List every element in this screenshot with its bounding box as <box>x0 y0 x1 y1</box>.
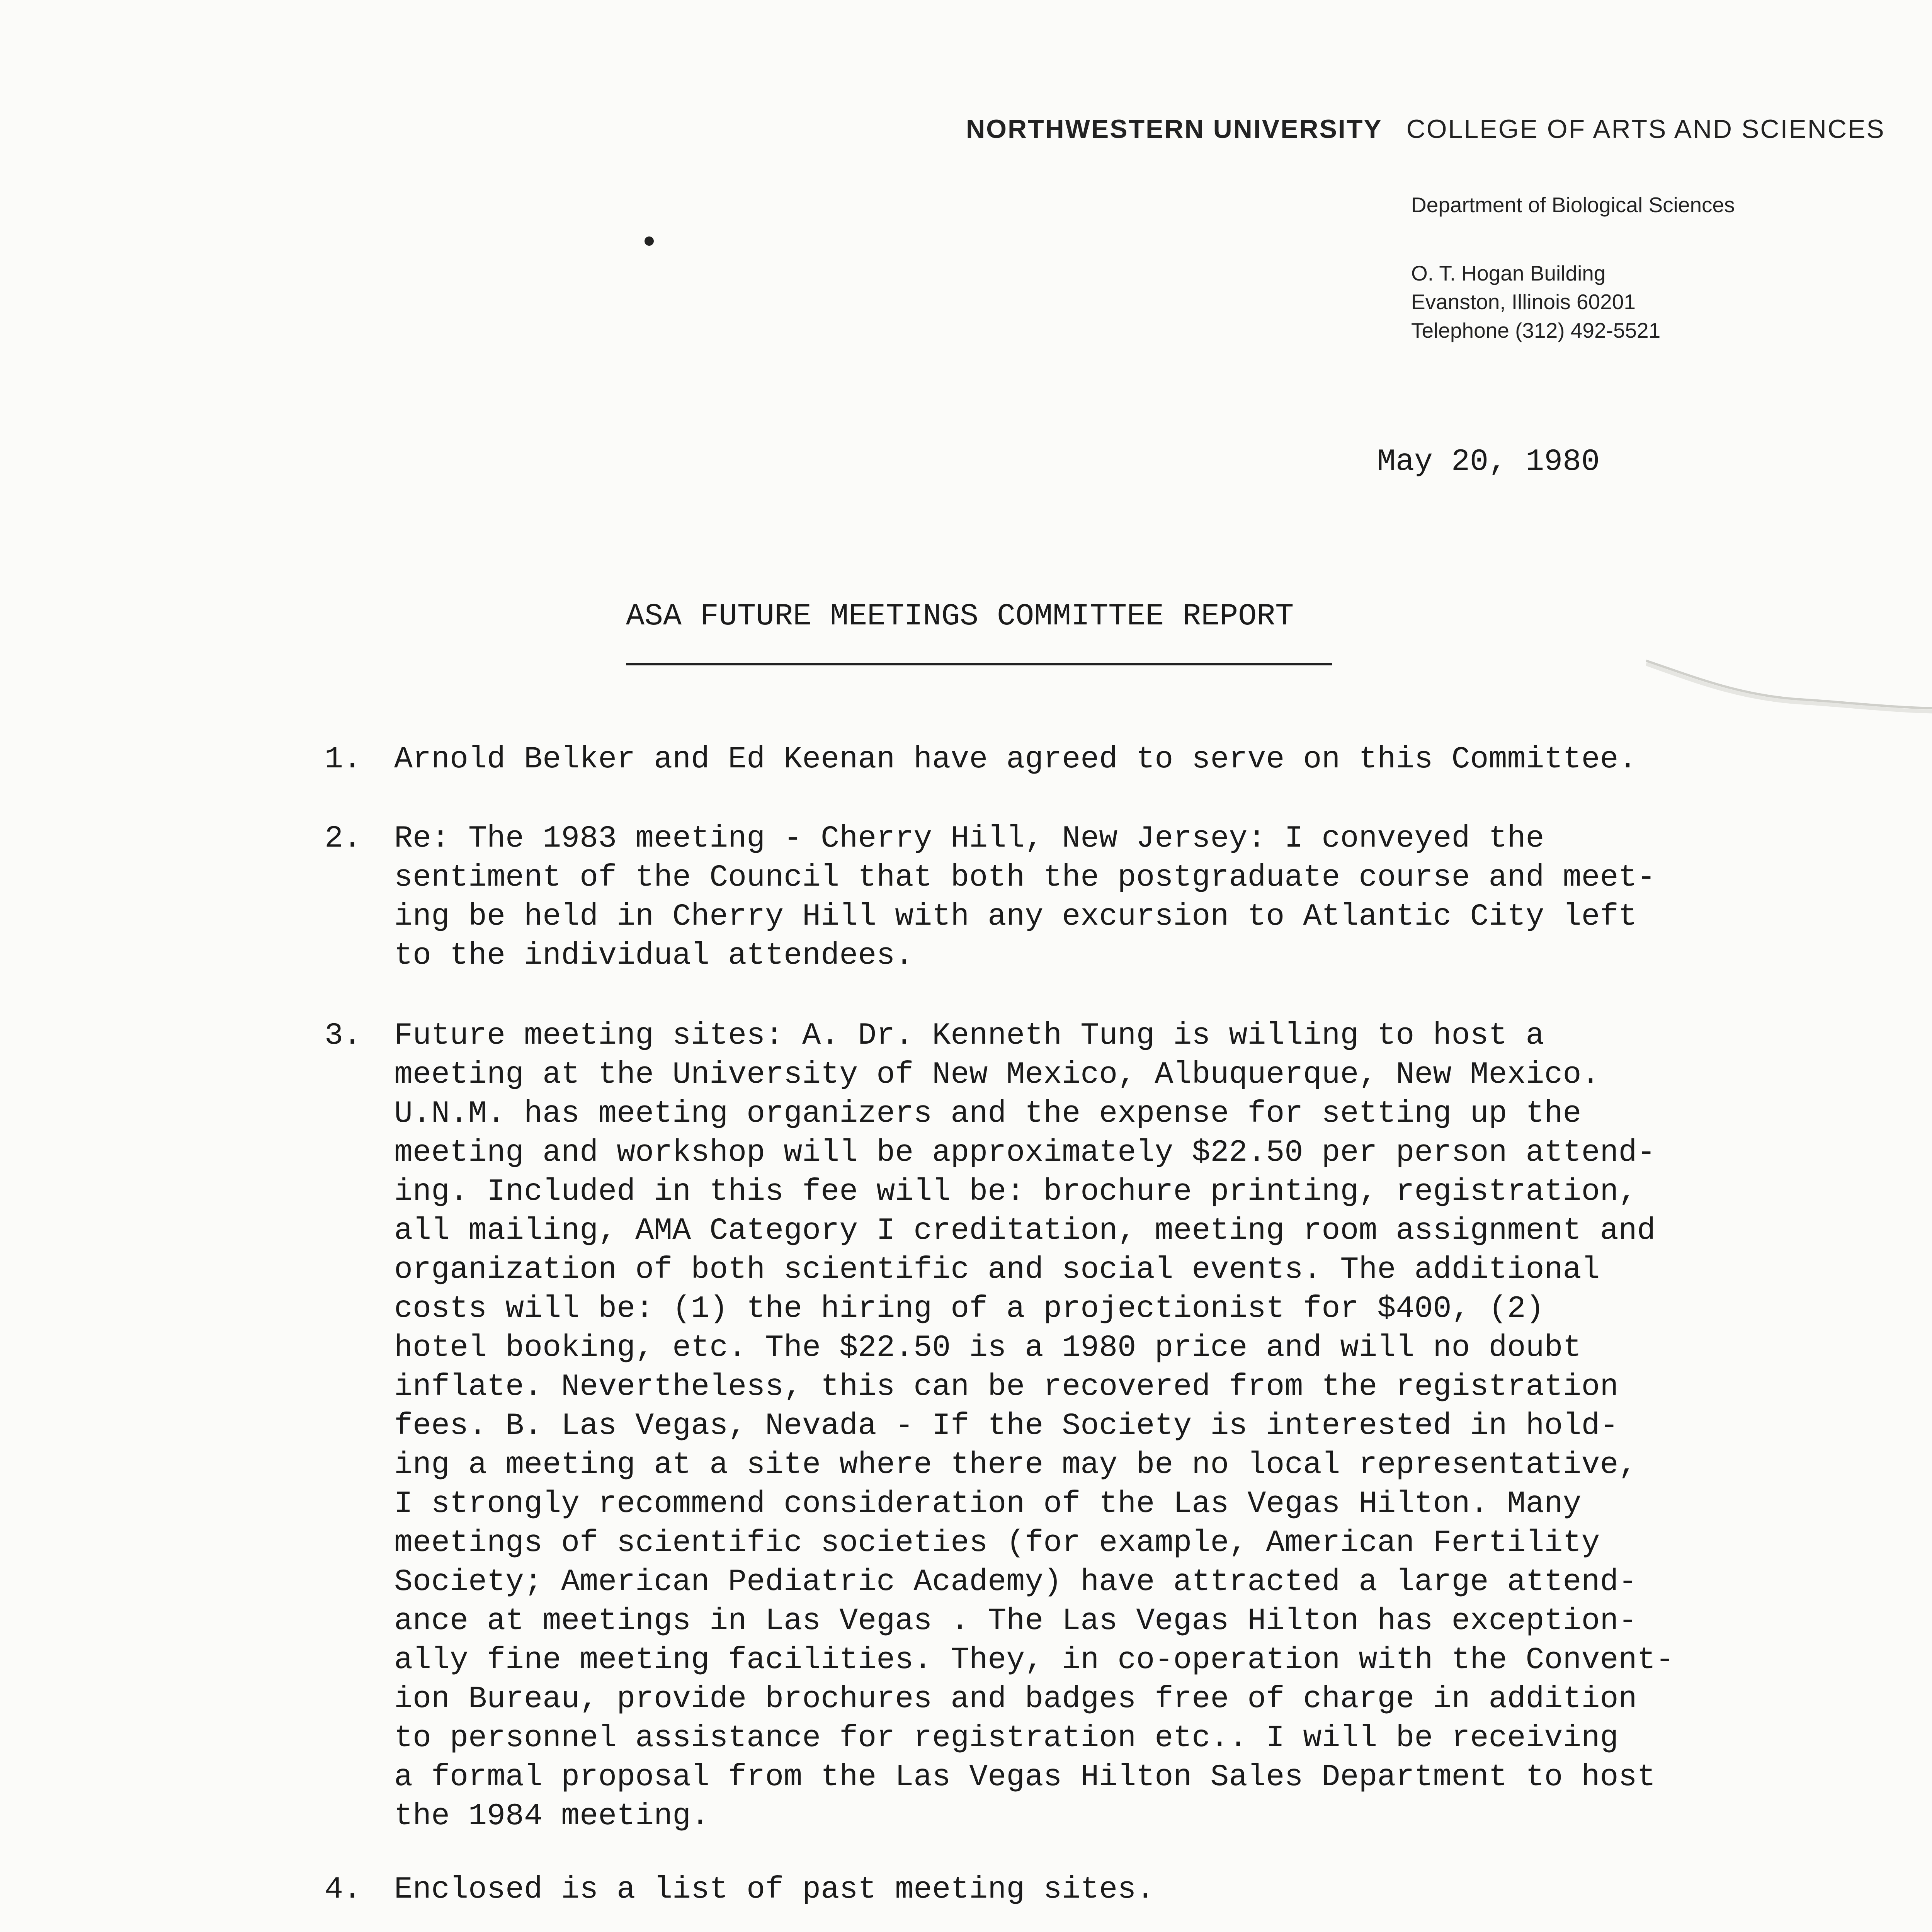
text-line: hotel booking, etc. The $22.50 is a 1980 price and will no doubt <box>394 1330 1582 1366</box>
text-line: Re: The 1983 meeting - Cherry Hill, New Jersey: I conveyed the <box>394 821 1544 856</box>
title-underline <box>626 663 1332 665</box>
text-line: Arnold Belker and Ed Keenan have agreed to serve on this Committee. <box>394 742 1637 777</box>
text-line: meetings of scientific societies (for example, American Fertility <box>394 1526 1600 1561</box>
text-line: meeting at the University of New Mexico, Albuquerque, New Mexico. <box>394 1057 1600 1092</box>
text-line: ing be held in Cherry Hill with any excursion to Atlantic City left <box>394 899 1637 934</box>
item-text <box>394 1016 1785 1836</box>
text-line: sentiment of the Council that both the postgraduate course and meet- <box>394 860 1656 895</box>
stray-mark <box>645 236 654 246</box>
address-line: Telephone (312) 492-5521 <box>1411 318 1661 342</box>
item-number: 2. <box>325 821 362 856</box>
text-line: to the individual attendees. <box>394 938 914 973</box>
text-line: ance at meetings in Las Vegas . The Las Vegas Hilton has exception- <box>394 1604 1637 1639</box>
letterhead-university: NORTHWESTERN UNIVERSITY <box>966 114 1383 144</box>
text-line: Enclosed is a list of past meeting sites. <box>394 1872 1155 1907</box>
letterhead-college: COLLEGE OF ARTS AND SCIENCES <box>1406 114 1885 144</box>
item-number: 4. <box>325 1872 362 1907</box>
address-line: O. T. Hogan Building <box>1411 261 1606 285</box>
text-line: meeting and workshop will be approximately $22.50 per person attend- <box>394 1135 1656 1170</box>
report-title: ASA FUTURE MEETINGS COMMITTEE REPORT <box>626 599 1294 634</box>
item-text <box>394 1870 1785 1909</box>
text-line: to personnel assistance for registration etc.. I will be receiving <box>394 1721 1619 1756</box>
item-text <box>394 740 1785 779</box>
text-line: Future meeting sites: A. Dr. Kenneth Tung is willing to host a <box>394 1018 1544 1053</box>
text-line: U.N.M. has meeting organizers and the expense for setting up the <box>394 1096 1582 1131</box>
text-line: organization of both scientific and social events. The additional <box>394 1252 1600 1287</box>
text-line: all mailing, AMA Category I creditation, meeting room assignment and <box>394 1213 1656 1248</box>
text-line: costs will be: (1) the hiring of a projectionist for $400, (2) <box>394 1291 1544 1327</box>
text-line: Society; American Pediatric Academy) have attracted a large attend- <box>394 1565 1637 1600</box>
text-line: I strongly recommend consideration of the Las Vegas Hilton. Many <box>394 1486 1582 1522</box>
letterhead-organization <box>966 114 1893 144</box>
text-line: ing. Included in this fee will be: brochure printing, registration, <box>394 1174 1637 1209</box>
text-line: ion Bureau, provide brochures and badges free of charge in addition <box>394 1682 1637 1717</box>
text-line: a formal proposal from the Las Vegas Hilton Sales Department to host <box>394 1760 1656 1795</box>
text-line: inflate. Nevertheless, this can be recovered from the registration <box>394 1369 1619 1405</box>
item-number: 3. <box>325 1018 362 1053</box>
letterhead-department: Department of Biological Sciences <box>1411 193 1735 217</box>
item-number: 1. <box>325 742 362 777</box>
address-line: Evanston, Illinois 60201 <box>1411 290 1636 314</box>
letterhead-address <box>1411 259 1660 345</box>
paper-tear-mark <box>1646 653 1932 730</box>
text-line: ing a meeting at a site where there may be no local representative, <box>394 1447 1637 1483</box>
text-line: fees. B. Las Vegas, Nevada - If the Society is interested in hold- <box>394 1408 1619 1444</box>
letter-date: May 20, 1980 <box>1377 444 1600 480</box>
item-text <box>394 819 1785 975</box>
text-line: ally fine meeting facilities. They, in co-operation with the Convent- <box>394 1643 1674 1678</box>
text-line: the 1984 meeting. <box>394 1799 710 1834</box>
